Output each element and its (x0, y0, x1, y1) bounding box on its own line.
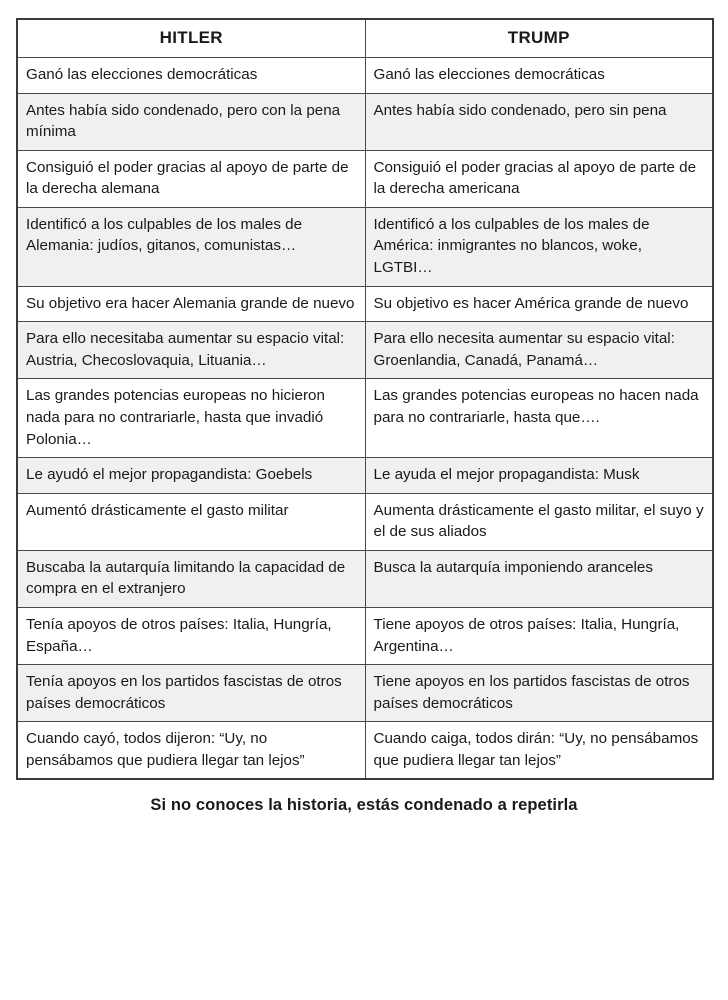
cell-hitler: Consiguió el poder gracias al apoyo de parte de la derecha alemana (17, 150, 365, 207)
table-row (17, 286, 713, 322)
column-header-hitler: HITLER (17, 19, 365, 58)
cell-hitler: Las grandes potencias europeas no hicieron nada para no contrariarle, hasta que invadió Polonia… (17, 379, 365, 458)
cell-hitler: Aumentó drásticamente el gasto militar (17, 493, 365, 550)
table-row (17, 493, 713, 550)
cell-hitler: Le ayudó el mejor propagandista: Goebels (17, 458, 365, 494)
table-row (17, 607, 713, 664)
table-row (17, 93, 713, 150)
cell-trump: Aumenta drásticamente el gasto militar, el suyo y el de sus aliados (365, 493, 713, 550)
cell-hitler: Tenía apoyos en los partidos fascistas de otros países democráticos (17, 665, 365, 722)
cell-trump: Antes había sido condenado, pero sin pena (365, 93, 713, 150)
cell-trump: Tiene apoyos en los partidos fascistas de otros países democráticos (365, 665, 713, 722)
table-row (17, 322, 713, 379)
cell-trump: Busca la autarquía imponiendo aranceles (365, 550, 713, 607)
table-row (17, 665, 713, 722)
footer-caption: Si no conoces la historia, estás condenado a repetirla (150, 796, 578, 815)
cell-hitler: Su objetivo era hacer Alemania grande de nuevo (17, 286, 365, 322)
cell-trump: Identificó a los culpables de los males de América: inmigrantes no blancos, woke, LGTBI… (365, 207, 713, 286)
cell-trump: Consiguió el poder gracias al apoyo de parte de la derecha americana (365, 150, 713, 207)
table-row (17, 379, 713, 458)
column-header-trump: TRUMP (365, 19, 713, 58)
cell-hitler: Antes había sido condenado, pero con la pena mínima (17, 93, 365, 150)
comparison-table (16, 18, 714, 780)
cell-trump: Tiene apoyos de otros países: Italia, Hungría, Argentina… (365, 607, 713, 664)
table-header (17, 19, 713, 58)
cell-trump: Su objetivo es hacer América grande de nuevo (365, 286, 713, 322)
cell-trump: Cuando caiga, todos dirán: “Uy, no pensábamos que pudiera llegar tan lejos” (365, 722, 713, 780)
table-row (17, 150, 713, 207)
table-row (17, 550, 713, 607)
table-row (17, 207, 713, 286)
table-row (17, 58, 713, 94)
cell-trump: Las grandes potencias europeas no hacen nada para no contrariarle, hasta que…. (365, 379, 713, 458)
cell-hitler: Identificó a los culpables de los males de Alemania: judíos, gitanos, comunistas… (17, 207, 365, 286)
cell-trump: Le ayuda el mejor propagandista: Musk (365, 458, 713, 494)
cell-hitler: Ganó las elecciones democráticas (17, 58, 365, 94)
table-row (17, 722, 713, 780)
table-row (17, 458, 713, 494)
cell-hitler: Buscaba la autarquía limitando la capacidad de compra en el extranjero (17, 550, 365, 607)
table-body (17, 58, 713, 780)
cell-hitler: Para ello necesitaba aumentar su espacio vital: Austria, Checoslovaquia, Lituania… (17, 322, 365, 379)
cell-hitler: Cuando cayó, todos dijeron: “Uy, no pensábamos que pudiera llegar tan lejos” (17, 722, 365, 780)
cell-trump: Ganó las elecciones democráticas (365, 58, 713, 94)
cell-trump: Para ello necesita aumentar su espacio vital: Groenlandia, Canadá, Panamá… (365, 322, 713, 379)
cell-hitler: Tenía apoyos de otros países: Italia, Hungría, España… (17, 607, 365, 664)
table-header-row (17, 19, 713, 58)
